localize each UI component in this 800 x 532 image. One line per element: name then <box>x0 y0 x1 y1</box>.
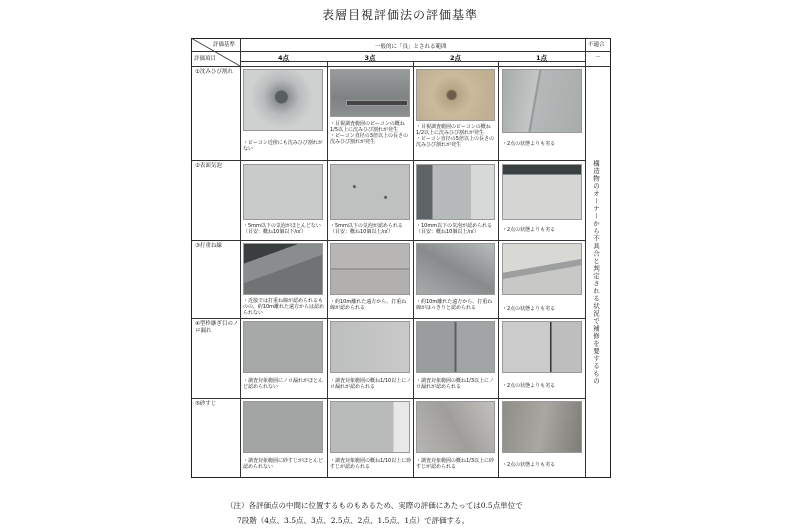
criteria-sand-4: ・調査対象範囲に砂すじがほとんど認められない <box>243 458 324 470</box>
criteria-leak-4: ・調査対象範囲にノロ漏れがほとんど認められない <box>243 378 324 390</box>
photo-sand-1 <box>502 401 582 453</box>
criteria-cracks-4: ・ピーコン近傍にも沈みひび割れがない <box>243 140 323 152</box>
photo-sand-4 <box>243 401 323 453</box>
footnote-line-1: （注）各評価点の中間に位置するものもあるため、実際の評価にあたっては0.5点単位で <box>226 501 523 510</box>
criteria-coldjoint-2: ・約10m離れた遠方から、打重ね線がはっきりと認められる <box>416 299 493 311</box>
nonconform-description: 構造物のオーナーから不具合と判定される状況で補修を要するもの <box>592 160 600 385</box>
grid-line <box>498 61 499 478</box>
grid-line <box>413 61 414 478</box>
good-range-label: 一般的に「良」とされる範囲 <box>375 44 447 50</box>
photo-coldjoint-1 <box>502 243 582 295</box>
grid-line <box>191 51 611 52</box>
criteria-bubbles-3: ・5mm以下の気泡が認められる（目安：概ね10個以上/㎡） <box>330 223 403 235</box>
photo-bubbles-2 <box>416 164 495 220</box>
criteria-sand-2: ・調査対象範囲の概ね1/3以上に砂すじが認められる <box>416 458 495 470</box>
photo-bubbles-4 <box>243 164 323 220</box>
page-title: 表層目視評価法の評価基準 <box>321 8 478 22</box>
grid-line <box>240 38 241 478</box>
row-label-surface-bubbles: ②表面気泡 <box>195 163 222 169</box>
photo-cracks-2 <box>416 69 495 121</box>
photo-sand-2 <box>416 401 495 453</box>
photo-bubbles-3 <box>330 164 410 220</box>
grid-line <box>191 398 586 399</box>
photo-coldjoint-3 <box>330 243 410 295</box>
row-label-sand-streaks: ⑤砂すじ <box>195 401 217 407</box>
row-label-cold-joint: ③打重ね線 <box>195 243 222 249</box>
grid-line <box>191 318 586 319</box>
score-3-header: 3点 <box>364 54 376 62</box>
criteria-leak-1: ・2点の状態よりも劣る <box>502 383 556 389</box>
photo-bubbles-1 <box>502 164 582 220</box>
grid-line <box>191 160 586 161</box>
criteria-bubbles-4: ・5mm以下の気泡がほとんどない（目安：概ね10個以下/㎡） <box>243 223 321 235</box>
score-1-header: 1点 <box>535 54 548 62</box>
grid-line <box>191 66 611 67</box>
photo-leak-1 <box>502 321 582 373</box>
photo-cracks-3 <box>330 69 410 117</box>
photo-leak-3 <box>330 321 410 373</box>
corner-bottom-label: 評価項目 <box>194 56 217 62</box>
criteria-bubbles-1: ・2点の状態よりも劣る <box>502 227 556 233</box>
criteria-cracks-2: ・目視調査範囲のピーコンの概ね1/2以上に沈みひび割れが発生 ・ピーコン直径の5倍以上の長さの沈みひび割れが発生 <box>416 124 494 148</box>
photo-sand-3 <box>330 401 410 453</box>
criteria-leak-3: ・調査対象範囲の概ね1/10以上にノロ漏れが認められる <box>330 378 412 390</box>
criteria-cracks-3: ・目視調査範囲のピーコンの概ね1/5以上に沈みひび割れが発生 ・ピーコン直径の3倍以上の長さの沈みひび割れが発生 <box>330 121 408 145</box>
row-label-formwork-leak: ④型枠継ぎ目のノロ漏れ <box>195 321 239 334</box>
score-2-header: 2点 <box>449 54 462 62</box>
photo-cracks-3-scale <box>346 100 408 106</box>
photo-leak-2 <box>416 321 495 373</box>
criteria-leak-2: ・調査対象範囲の概ね1/3以上にノロ漏れが認められる <box>416 378 495 390</box>
photo-coldjoint-2 <box>416 243 495 295</box>
criteria-coldjoint-4: ・近接では打重ね線が認められるものの、約10m離れた遠方からは認められない <box>243 298 325 316</box>
criteria-coldjoint-1: ・2点の状態よりも劣る <box>502 306 556 312</box>
criteria-sand-1: ・2点の状態よりも劣る <box>502 462 556 468</box>
grid-line <box>327 61 328 478</box>
criteria-cracks-1: ・2点の状態よりも劣る <box>502 141 556 147</box>
photo-cracks-4 <box>243 69 323 131</box>
photo-cracks-1 <box>502 69 582 133</box>
row-label-settlement-cracks: ①沈みひび割れ <box>195 69 233 75</box>
score-4-header: 4点 <box>277 54 290 62</box>
nonconform-label: 不適合 <box>588 42 605 48</box>
criteria-sand-3: ・調査対象範囲の概ね1/10以上に砂すじが認められる <box>330 458 412 470</box>
nonconform-dash: － <box>595 54 602 61</box>
criteria-bubbles-2: ・10mm以下の気泡が認められる（目安：概ね10個以上/㎡） <box>416 223 493 235</box>
grid-line <box>191 240 586 241</box>
footnote-line-2: 7段階（4点、3.5点、3点、2.5点、2点、1.5点、1点）で評価する。 <box>237 516 470 525</box>
criteria-coldjoint-3: ・約10m離れた遠方から、打重ね線が認められる <box>330 299 407 311</box>
photo-leak-4 <box>243 321 323 373</box>
photo-coldjoint-4 <box>243 243 323 295</box>
corner-top-label: 評価基準 <box>213 42 236 48</box>
